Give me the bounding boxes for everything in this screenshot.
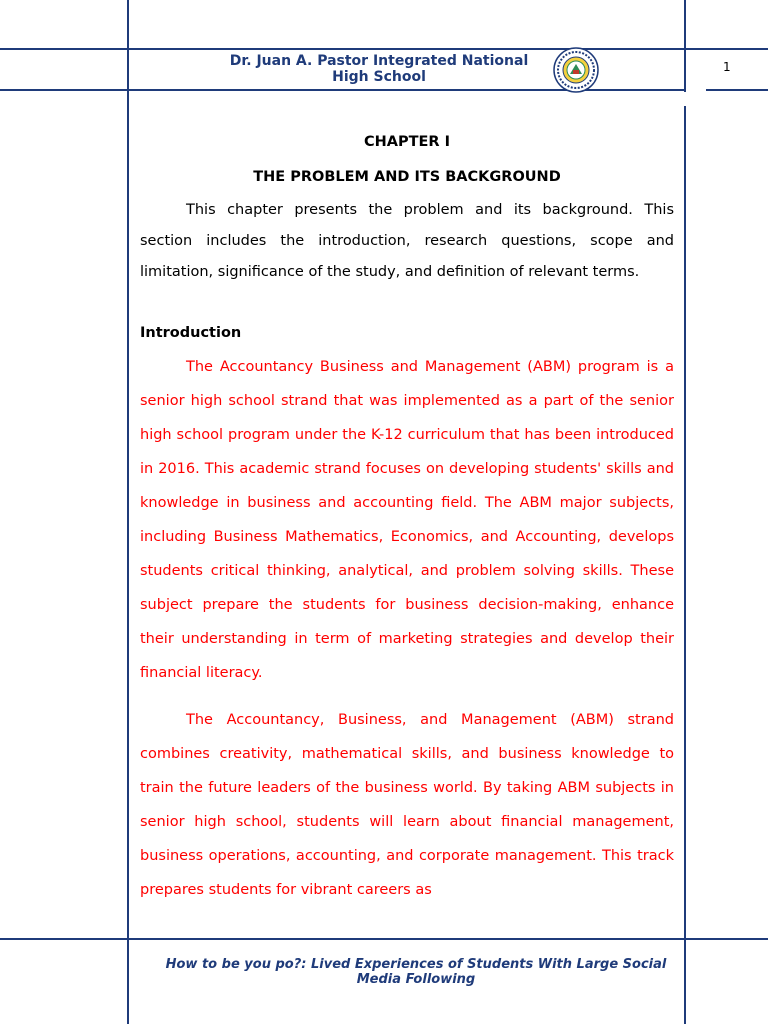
header-top-line: [0, 48, 768, 50]
chapter-number: CHAPTER I: [363, 134, 451, 150]
school-name: [220, 53, 538, 85]
introduction-paragraph-2: [140, 703, 674, 907]
intro-paragraph-text: This chapter presents the problem and its background. This section includes the introduction, research questions, scope and limitation, significance of the study, and definition of relevant terms.: [140, 202, 674, 280]
footer-top-line: [0, 938, 768, 940]
section-heading: Introduction: [140, 325, 242, 341]
introduction-paragraph-1: [140, 350, 674, 690]
page-number: 1: [723, 60, 731, 74]
right-margin-line: [684, 106, 686, 1024]
school-seal-icon: [553, 47, 599, 93]
footer-study-title: How to be you po?: Lived Experiences of Students With Large Social Media Following: [165, 957, 667, 987]
introduction-paragraph-2-text: The Accountancy, Business, and Management (ABM) strand combines creativity, mathematical skills, and business knowledge to train the future leaders of the business world. By taking ABM subjects in senior high school, students will learn about financial management, business operations, accounting, and corporate management. This track prepares students for vibrant careers as: [140, 712, 674, 898]
chapter-title: THE PROBLEM AND ITS BACKGROUND: [253, 169, 561, 185]
left-margin-line: [127, 0, 129, 1024]
right-margin-line-top: [684, 0, 686, 92]
introduction-paragraph-1-text: The Accountancy Business and Management (ABM) program is a senior high school strand that was implemented as a part of the senior high school program under the K-12 curriculum that has been introduced in 2016. This academic strand focuses on developing students' skills and knowledge in business and accounting field. The ABM major subjects, including Business Mathematics, Economics, and Accounting, develops students critical thinking, analytical, and problem solving skills. These subject prepare the students for business decision-making, enhance their understanding in term of marketing strategies and develop their financial literacy.: [140, 359, 674, 681]
intro-paragraph: [140, 195, 674, 288]
header-bottom-line-right: [706, 89, 768, 91]
school-name-text: Dr. Juan A. Pastor Integrated National High School: [229, 53, 529, 85]
